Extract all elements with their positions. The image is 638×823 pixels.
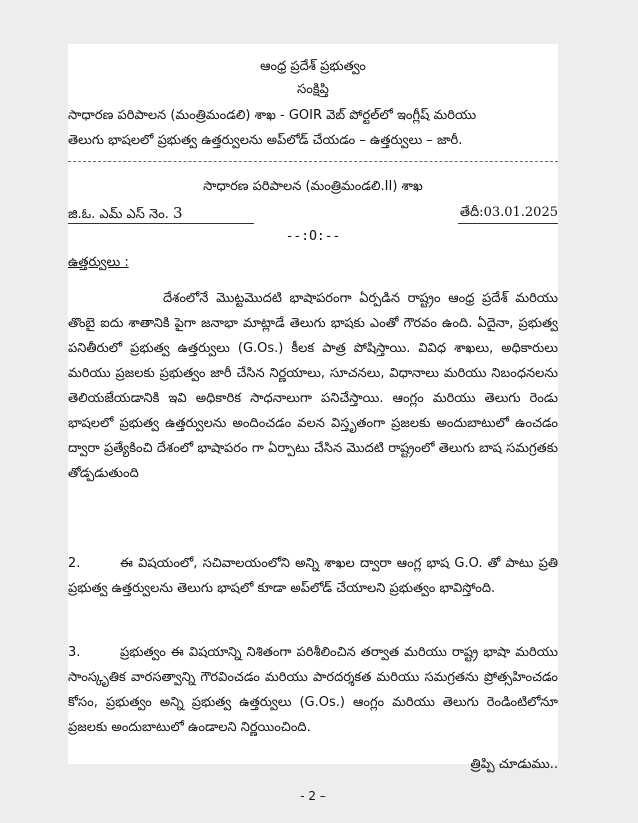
orders-heading: ఉత్తర్వులు : — [68, 255, 129, 270]
go-date: తేదీ:03.01.2025 — [459, 205, 558, 220]
paragraph-2-number: 2. — [68, 556, 81, 571]
paragraph-3-text: ప్రభుత్వం ఈ విషయాన్ని నిశితంగా పరిశీలించిన తర్వాత మరియు రాష్ట్ర భాషా మరియు సాంస్కృతిక వారసత్వాన్ని గౌరవించడం మరియు పారదర్శకత మరియు సమగ్రతను ప్రోత్సహించడం కోసం, ప్రభుత్వం అన్ని ప్రభుత్వ ఉత్తర్వులు (G.Os.) ఆంగ్లం మరియు తెలుగు రెండింటిలోనూ ప్రజలకు అందుబాటులో ఉండాలని నిర్ణయించింది. — [68, 645, 558, 735]
paragraph-2 — [68, 551, 558, 601]
turn-over-note: త్రిప్పి చూడుము.. — [470, 757, 558, 772]
paragraph-2-text: ఈ విషయంలో, సచివాలయంలోని అన్ని శాఖల ద్వారా ఆంగ్ల భాష G.O. తో పాటు ప్రతి ప్రభుత్వ ఉత్తర్వులను తెలుగు భాషలో కూడా అప్‌లోడ్ చేయాలని ప్రభుత్వం భావిస్తోంది. — [68, 556, 558, 596]
page-number: - 2 – — [300, 789, 326, 803]
paragraph-3 — [68, 640, 558, 740]
government-title: ఆంధ్ర ప్రదేశ్ ప్రభుత్వం — [260, 59, 366, 74]
subject-line-2: తెలుగు భాషలలో ప్రభుత్వ ఉత్తర్వులను అప్‌లోడ్ చేయడం – ఉత్తర్వులు – జారీ. — [68, 133, 463, 148]
subject-line-1: సాధారణ పరిపాలన (మంత్రిమండలి) శాఖ - GOIR వెబ్ పోర్టల్‌లో ఇంగ్లీష్ మరియు — [68, 108, 477, 123]
section-separator: --:O:-- — [285, 229, 341, 244]
go-number-underline — [68, 223, 254, 224]
go-number-value: 3 — [173, 204, 183, 222]
paragraph-1: దేశంలోనే మొట్టమొదటి భాషాపరంగా ఏర్పడిన రాష్ట్రం ఆంధ్ర ప్రదేశ్ మరియు తొంబై ఐదు శాతానికి పైగా జనాభా మాట్లాడే తెలుగు భాషకు ఎంతో గౌరవం ఉంది. ఏదైనా, ప్రభుత్వ పనితీరులో ప్రభుత్వ ఉత్తర్వులు (G.Os.) కీలక పాత్ర పోషిస్తాయి. వివిధ శాఖలు, అధికారులు మరియు ప్రజలకు ప్రభుత్వం జారీ చేసిన నిర్ణయాలు, సూచనలు, విధానాలు మరియు నిబంధనలను తెలియజేయడానికి ఇవి అధికారిక సాధనాలుగా పనిచేస్తాయి. ఆంగ్లం మరియు తెలుగు రెండు భాషలలో ప్రభుత్వ ఉత్తర్వులను అందించడం వలన విస్తృతంగా ప్రజలకు అందుబాటులో ఉంచడం ద్వారా ప్రత్యేకించి దేశంలో భాషాపరం గా ఏర్పాటు చేసిన మొదటి రాష్ట్రంలో తెలుగు బాష సమగ్రతకు తోడ్పడుతుంది — [68, 291, 558, 481]
department-title: సాధారణ పరిపాలన (మంత్రిమండలి.II) శాఖ — [203, 179, 423, 194]
date-underline — [458, 223, 558, 224]
document-page — [68, 44, 558, 803]
paragraph-3-number: 3. — [68, 645, 81, 660]
summary-title: సంక్షిప్తి — [297, 82, 329, 97]
go-label: జి.ఓ. ఎమ్ ఎస్ నెం. — [68, 207, 169, 222]
dashed-divider — [68, 161, 558, 162]
go-number — [68, 204, 183, 224]
